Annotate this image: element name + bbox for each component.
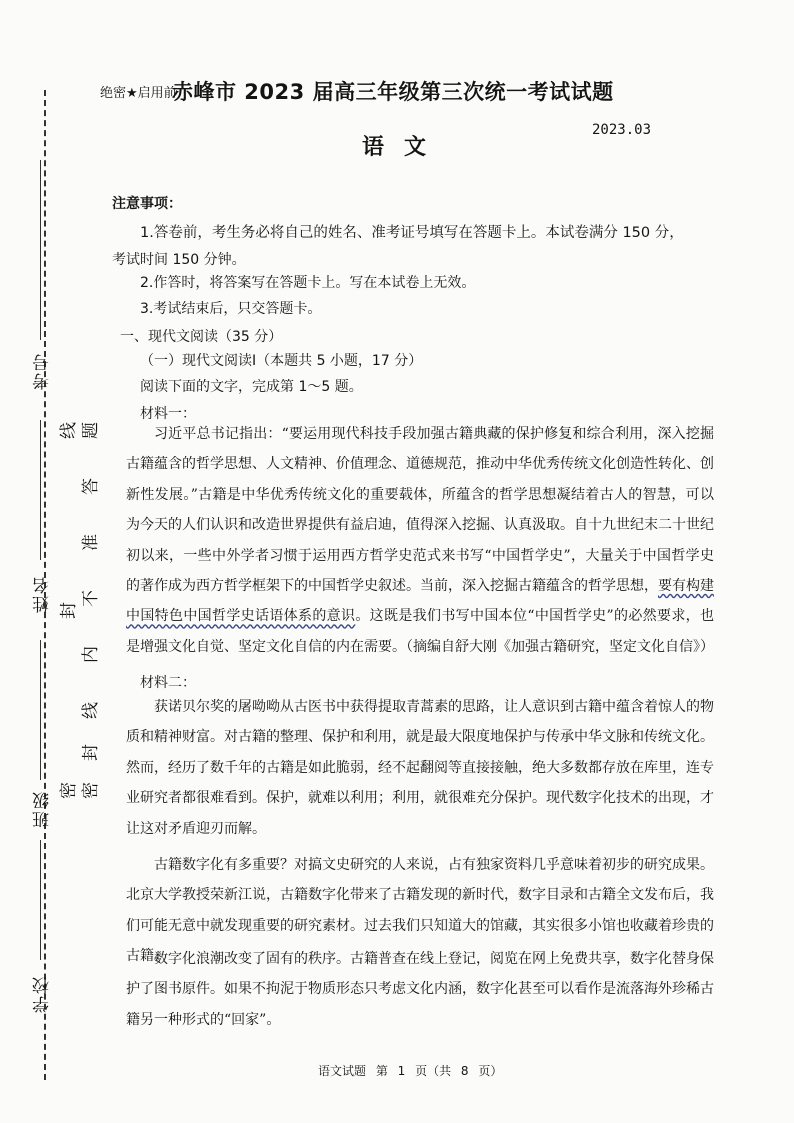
- seal-char: 封: [81, 744, 101, 761]
- material-1-text: [126, 419, 714, 662]
- instructions-heading: 注意事项：: [112, 196, 182, 212]
- instruction-item-3: 3.考试结束后，只交答题卡。: [140, 301, 322, 317]
- seal-char: 内: [81, 646, 101, 663]
- seal-char-outer: 线: [59, 422, 79, 439]
- instruction-item-1-cont: 考试时间 150 分钟。: [112, 252, 246, 268]
- material-2-paragraph-3: 数字化浪潮改变了固有的秩序。古籍普查在线上登记，阅览在网上免费共享，数字化替身保护了图书原件。如果不拘泥于物质形态只考虑文化内涵，数字化甚至可以看作是流落海外珍稀古籍另一种形式的“回家”。: [126, 951, 714, 1028]
- seal-char: 线: [81, 702, 101, 719]
- name-label: 姓名: [33, 575, 53, 613]
- confidential-note: 绝密★启用前: [100, 86, 177, 101]
- underlined-phrase: 要有构建中国特色中国哲学史话语体系的意识: [126, 578, 714, 625]
- exam-title: 赤峰市 2023 届高三年级第三次统一考试试题: [172, 80, 614, 104]
- material-1-text-b: 。这既是我们书写中国本位“中国哲学史”的必然要求，也是增强文化自觉、坚定文化自信的内在需要。（摘编自舒大刚《加强古籍研究，坚定文化自信》）: [126, 608, 714, 655]
- reading-directions: 阅读下面的文字，完成第 1～5 题。: [140, 379, 363, 395]
- subject-title: 语文: [362, 135, 447, 160]
- instruction-item-1: 1.答卷前，考生务必将自己的姓名、准考证号填写在答题卡上。本试卷满分 150 分，: [140, 225, 684, 241]
- instruction-item-2: 2.作答时，将答案写在答题卡上。写在本试卷上无效。: [140, 275, 476, 291]
- material-1-label: 材料一：: [140, 406, 196, 422]
- section-heading: 一、现代文阅读（35 分）: [120, 329, 283, 345]
- school-label: 学校: [33, 975, 53, 1013]
- seal-char-outer: 封: [59, 602, 79, 619]
- school-blank: [40, 840, 41, 960]
- class-blank: [40, 640, 41, 780]
- subsection-heading: （一）现代文阅读Ⅰ（本题共 5 小题，17 分）: [140, 353, 423, 369]
- seal-char: 不: [81, 590, 101, 607]
- seal-char: 密: [81, 782, 101, 799]
- binding-margin: [0, 0, 110, 1123]
- material-1-text-a: 习近平总书记指出：“要运用现代科技手段加强古籍典藏的保护修复和综合利用，深入挖掘古籍蕴含的哲学思想、人文精神、价值理念、道德规范，推动中华优秀传统文化创造性转化、创新性发展。”古籍是中华优秀传统文化的重要载体，所蕴含的哲学思想凝结着古人的智慧，可以为今天的人们认识和改造世界提供有益启迪，值得深入挖掘、认真汲取。自十九世纪末二十世纪初以来，一些中外学者习惯于运用西方哲学史范式来书写“中国哲学史”，大量关于中国哲学史的著作成为西方哲学框架下的中国哲学史叙述。当前，深入挖掘古籍蕴含的哲学思想，: [126, 426, 714, 595]
- name-blank: [40, 420, 41, 560]
- seal-char: 题: [81, 422, 101, 439]
- exam-number-label: 考号: [33, 352, 53, 390]
- seal-char-outer: 密: [59, 782, 79, 799]
- material-2-label: 材料二：: [140, 675, 196, 691]
- material-2-paragraph-2: 古籍数字化有多重要？对搞文史研究的人来说，占有独家资料几乎意味着初步的研究成果。北京大学教授荣新江说，古籍数字化带来了古籍发现的新时代，数字目录和古籍全文发布后，我们可能无意中就发现重要的研究素材。过去我们只知道大的馆藏，其实很多小馆也收藏着珍贵的古籍。: [126, 857, 714, 965]
- exam-number-blank: [40, 160, 41, 340]
- class-label: 班级: [33, 790, 53, 828]
- page-footer: 语文试题 第 1 页（共 8 页）: [318, 1064, 503, 1078]
- seal-char: 答: [81, 478, 101, 495]
- material-2-paragraph-1: 获诺贝尔奖的屠呦呦从古医书中获得提取青蒿素的思路，让人意识到古籍中蕴含着惊人的物质和精神财富。对古籍的整理、保护和利用，就是最大限度地保护与传承中华文脉和传统文化。然而，经历了数千年的古籍是如此脆弱，经不起翻阅等直接接触，绝大多数都存放在库里，连专业研究者都很难看到。保护，就难以利用；利用，就很难充分保护。现代数字化技术的出现，才让这对矛盾迎刃而解。: [126, 699, 714, 837]
- seal-char: 准: [81, 534, 101, 551]
- exam-date: 2023.03: [592, 122, 652, 138]
